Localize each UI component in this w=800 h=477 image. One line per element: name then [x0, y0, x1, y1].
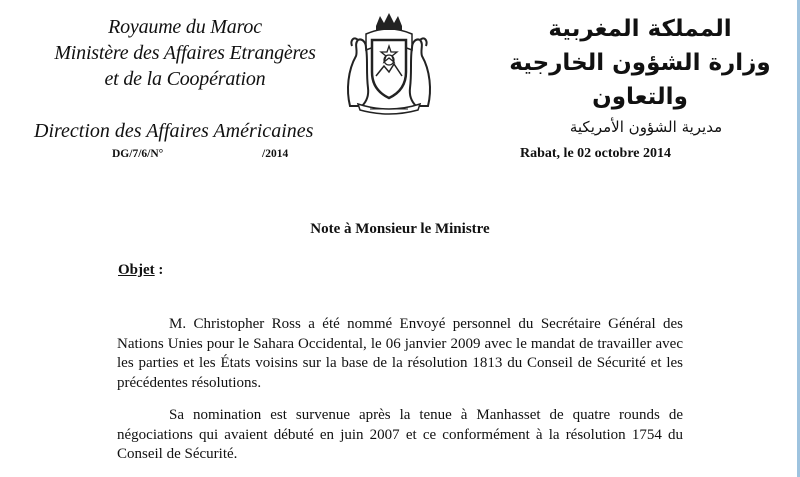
ministry-header-french	[30, 14, 340, 92]
kingdom-name-arabic: المملكة المغربية	[548, 16, 732, 42]
objet-line	[118, 262, 163, 279]
ministry-name-cont: et de la Coopération	[104, 68, 266, 90]
direction-name-french: Direction des Affaires Américaines	[34, 120, 314, 142]
direction-name-arabic: مديرية الشؤون الأمريكية	[569, 118, 723, 136]
ministry-header-arabic	[500, 12, 780, 114]
document-date: Rabat, le 02 octobre 2014	[520, 146, 671, 161]
ministry-name-arabic-cont: والتعاون	[592, 84, 688, 110]
note-title: Note à Monsieur le Ministre	[310, 221, 490, 237]
kingdom-name: Royaume du Maroc	[108, 16, 262, 38]
paragraph-1: M. Christopher Ross a été nommé Envoyé personnel du Secrétaire Général des Nations Unies pour le Sahara Occidental, le 06 janvier 2009 avec le mandat de travailler avec les parties et les États voisins sur la base de la résolution 1813 du Conseil de Sécurité et les précédentes résolutions.	[117, 316, 683, 391]
paragraph-2: Sa nomination est survenue après la tenue à Manhasset de quatre rounds de négociations qui avaient débuté en juin 2007 et ce conformément à la résolution 1754 du Conseil de Sécurité.	[117, 407, 683, 462]
objet-label: Objet	[118, 262, 155, 278]
objet-suffix: :	[154, 262, 164, 278]
reference-year: /2014	[262, 148, 289, 160]
ministry-name: Ministère des Affaires Etrangères	[54, 42, 316, 64]
moroccan-coat-of-arms-emblem	[336, 10, 442, 116]
ministry-name-arabic: وزارة الشؤون الخارجية	[509, 50, 771, 76]
reference-number: DG/7/6/N°	[112, 148, 164, 160]
